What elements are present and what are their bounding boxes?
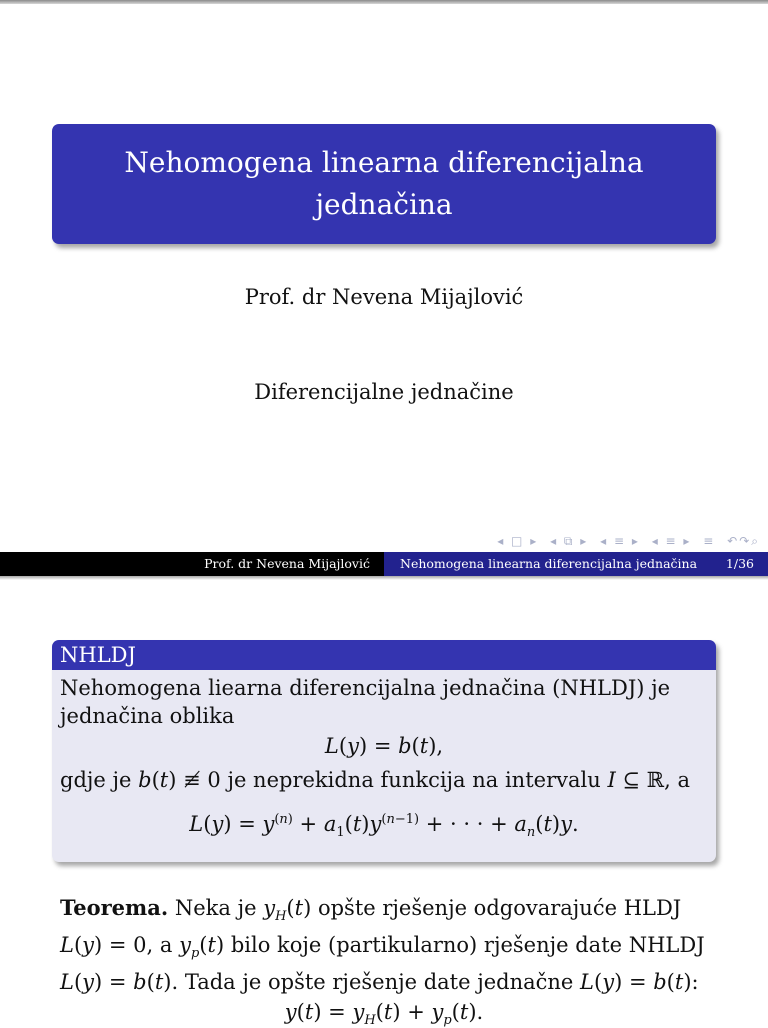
- beamer-navigation[interactable]: [491, 534, 760, 549]
- title-line-2: jednačina: [315, 188, 453, 221]
- gdje-suffix: , a: [664, 768, 691, 792]
- definition-line-1: Nehomogena liearna diferencijalna jednačina (NHLDJ) je: [60, 676, 671, 700]
- theorem-text-3: , a: [146, 933, 173, 958]
- nav-subsection-icon[interactable]: ◂ ⧉ ▸: [550, 534, 589, 548]
- theorem-paragraph: Teorema. Neka je $y_H(t)$ opšte rješenje odgovarajuće HLDJ L(y) = 0, a $y_p(t)$ bilo koje (partikularno) rješenje date NHLDJ L(y) = b(t). Tada je opšte rješenje date jednačne L(y) = b(t):: [60, 895, 705, 995]
- equation-operator: $L(y) = y^{(n)} + a_1(t)y^{(n-1)}$ + · · · + $a_n(t)y$.: [189, 812, 579, 841]
- course-subject: Diferencijalne jednačine: [254, 380, 514, 404]
- definition-line-2: jednačina oblika: [60, 704, 235, 728]
- footer-shadow: [0, 576, 768, 580]
- footer-title: Nehomogena linearna diferencijalna jednačina: [400, 556, 698, 571]
- theorem-text-2: opšte rješenje odgovarajuće HLDJ: [317, 896, 682, 920]
- page-number: 1/36: [725, 556, 754, 571]
- theorem-text-5: . Tada je opšte rješenje date jednačne: [171, 970, 574, 995]
- gdje-middle: je neprekidna funkcija na intervalu: [227, 768, 601, 792]
- theorem-text-6: :: [691, 970, 699, 995]
- footer-bar: [0, 552, 768, 576]
- nav-document-icon[interactable]: ◂ ≡ ▸: [651, 534, 692, 548]
- top-edge: [0, 0, 768, 4]
- definition-block: [52, 640, 716, 862]
- theorem-label: Teorema.: [60, 895, 169, 920]
- nav-frame-icon[interactable]: ◂ □ ▸: [497, 534, 539, 548]
- theorem-text-4: bilo koje (partikularno) rješenje date NHLDJ: [230, 933, 705, 958]
- footer-author: Prof. dr Nevena Mijajlović: [0, 552, 384, 576]
- author-name: Prof. dr Nevena Mijajlović: [244, 285, 524, 309]
- equation-ly-bt: L(y) = b(t),: [324, 734, 444, 758]
- title-line-1: Nehomogena linearna diferencijalna: [124, 146, 644, 179]
- block-body: [52, 670, 716, 847]
- nav-appendix-icon[interactable]: ≡: [703, 534, 716, 548]
- title-box: [52, 124, 716, 244]
- nav-section-icon[interactable]: ◂ ≡ ▸: [600, 534, 640, 548]
- nav-search-icon[interactable]: ↶↷⌕: [727, 534, 760, 548]
- equation-general-solution: $y(t) = y_H(t) + y_p(t)$.: [284, 1000, 484, 1028]
- block-title: NHLDJ: [52, 640, 716, 670]
- gdje-line: gdje je b(t) ≢ 0 je neprekidna funkcija na intervalu I ⊆ ℝ, a: [60, 768, 691, 792]
- theorem-text-1: Neka je: [174, 896, 257, 920]
- gdje-prefix: gdje je: [60, 768, 132, 792]
- footer-right: [384, 552, 768, 576]
